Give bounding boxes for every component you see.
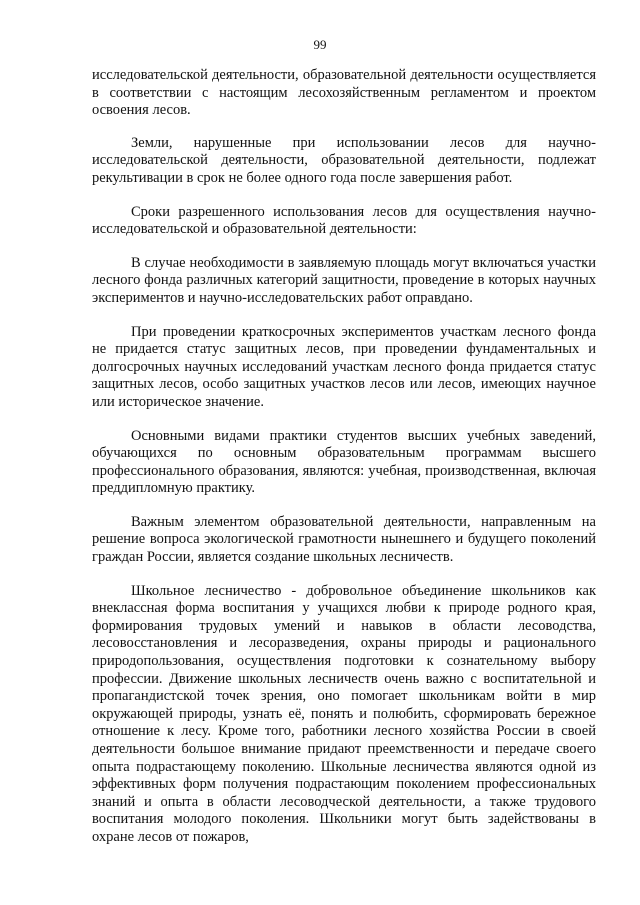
paragraph: В случае необходимости в заявляемую площадь могут включаться участки лесного фонда различных категорий защитности, проведение в которых научных экспериментов и научно-исследовательских работ оправдано. [92,254,596,306]
paragraph: Сроки разрешенного использования лесов для осуществления научно-исследовательской и образовательной деятельности: [92,203,596,238]
paragraph: При проведении краткосрочных экспериментов участкам лесного фонда не придается статус защитных лесов, при проведении фундаментальных и долгосрочных научных исследований участкам лесного фонда придается статус защитных лесов, особо защитных участков лесов или лесов, имеющих научное или историческое значение. [92,323,596,410]
paragraph: Важным элементом образовательной деятельности, направленным на решение вопроса экологической грамотности нынешнего и будущего поколений граждан России, является создание школьных лесничеств. [92,513,596,566]
document-body [92,67,596,847]
page-number: 99 [313,37,327,52]
paragraph-continuation: исследовательской деятельности, образовательной деятельности осуществляется в соответствии с настоящим лесохозяйственным регламентом и проектом освоения лесов. [92,67,596,119]
paragraph: Земли, нарушенные при использовании лесов для научно-исследовательской деятельности, образовательной деятельности, подлежат рекультивации в срок не более одного года после завершения работ. [92,134,596,186]
paragraph: Школьное лесничество - добровольное объединение школьников как внеклассная форма воспитания у учащихся любви к природе родного края, формирования трудовых умений и навыков в области лесоводства, лесовосстановления и лесоразведения, охраны природы и рационального природопользования, осуществления подготовки к сознательному выбору профессии. Движение школьных лесничеств очень важно с воспитательной и пропагандистской точек зрения, оно помогает школьникам войти в мир окружающей природы, узнать её, понять и полюбить, сформировать бережное отношение к лесу. Кроме того, работники лесного хозяйства России в своей деятельности большое внимание придают преемственности и передаче своего опыта подрастающему поколению. Школьные лесничества являются одной из эффективных форм получения подрастающим поколением профессиональных знаний и опыта в области лесоводческой деятельности, а также трудового воспитания молодого поколения. Школьники могут быть задействованы в охране лесов от пожаров, [92,582,596,845]
paragraph: Основными видами практики студентов высших учебных заведений, обучающихся по основным образовательным программам высшего профессионального образования, являются: учебная, производственная, включая преддипломную практику. [92,427,596,497]
